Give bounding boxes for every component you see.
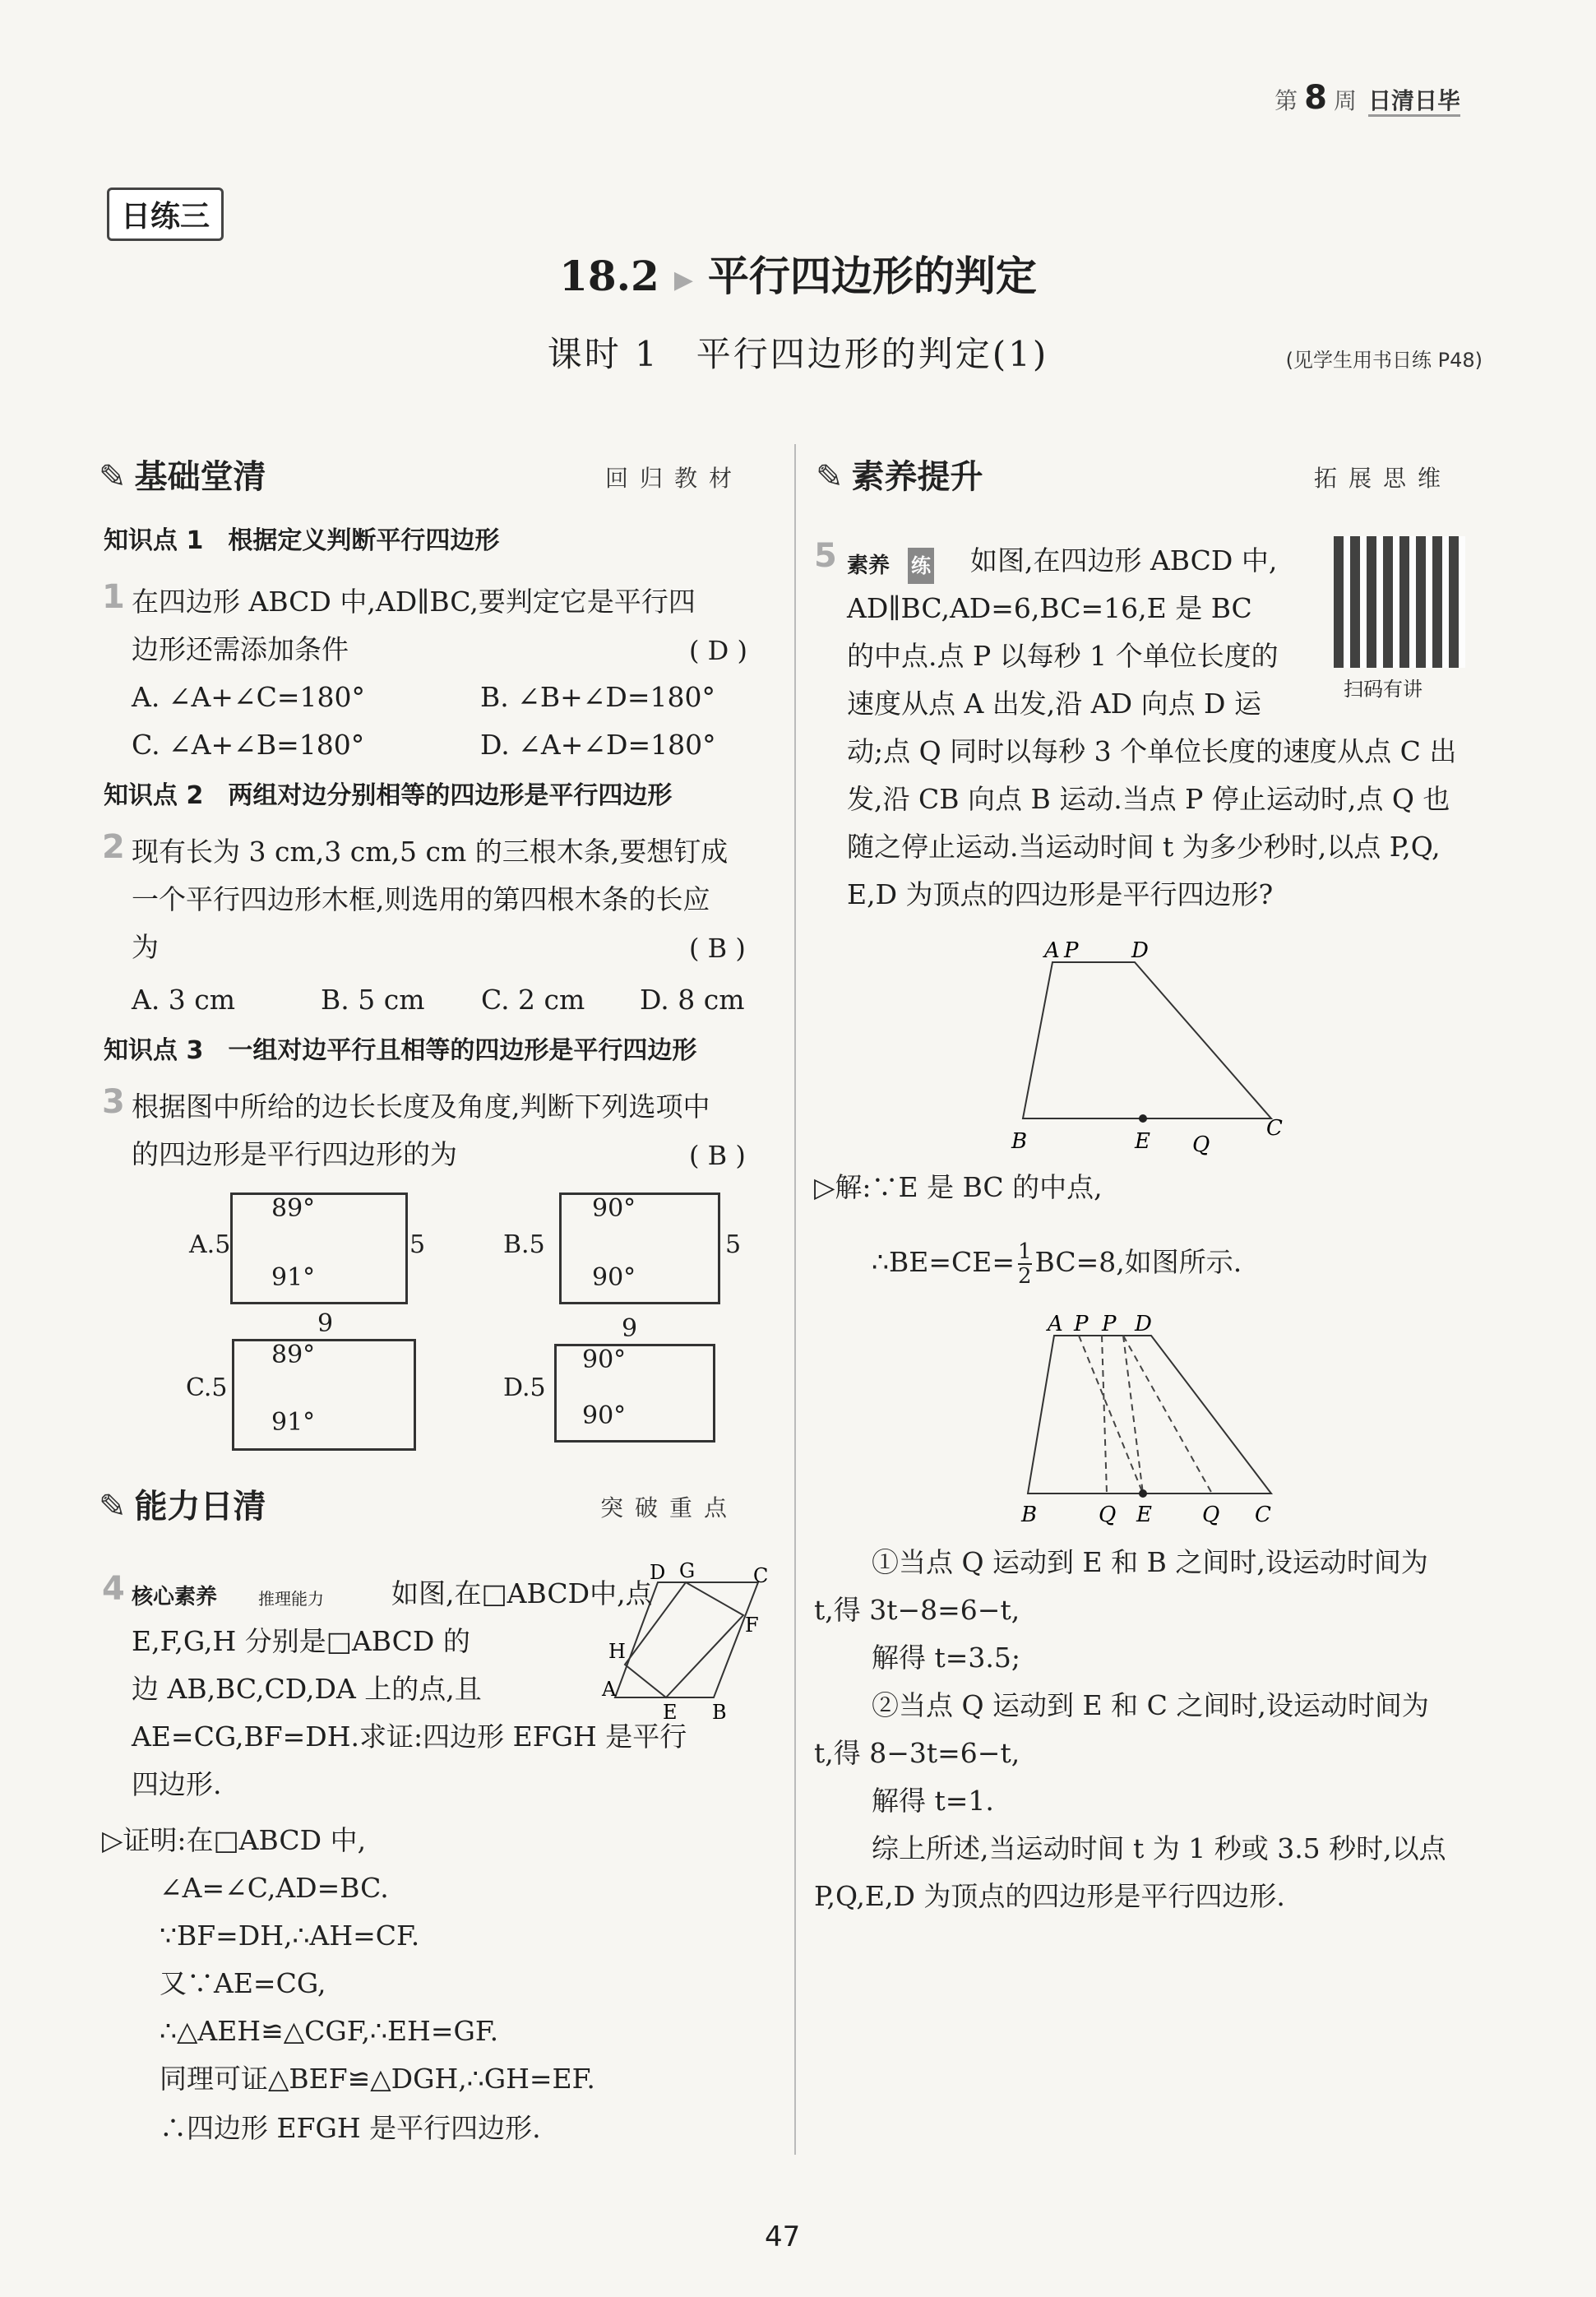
step-line-5: t,得 8−3t=6−t, (814, 1737, 1020, 1769)
section-ability-tag: 突破重点 (600, 1494, 739, 1521)
section-title (0, 243, 1596, 303)
question-5-number: 5 (814, 537, 837, 575)
fig-d-label (503, 1373, 546, 1402)
q5-fig2-label-q1: Q (1099, 1503, 1117, 1527)
q2-option-c: C. 2 cm (481, 984, 585, 1016)
section-basic (99, 451, 266, 498)
brand-label: 日清日毕 (1368, 87, 1460, 117)
question-5-badge: 素养 (847, 553, 891, 578)
question-3-number: 3 (102, 1083, 125, 1121)
figure-c-rectangle (232, 1339, 416, 1451)
q5-fig2-label-d: D (1135, 1312, 1152, 1336)
solution-equation-start: ∴BE=CE= (872, 1246, 1015, 1278)
fig-b-right-length: 5 (725, 1230, 742, 1259)
q2-option-b: B. 5 cm (321, 984, 425, 1016)
question-5-badge-practice: 练 (908, 548, 934, 584)
page-number: 47 (765, 2221, 801, 2253)
fig-d-left-length: 5 (530, 1373, 546, 1402)
q5-fig1-point-e (1139, 1114, 1147, 1123)
q2-option-d: D. 8 cm (640, 984, 745, 1016)
knowledge-point-1: 知识点 1 根据定义判断平行四边形 (104, 526, 500, 555)
fig-c-left-length: 5 (211, 1373, 228, 1402)
q5-fig2-label-p1: P (1074, 1312, 1089, 1336)
q5-fig2-dash-4 (1123, 1336, 1212, 1494)
proof-line-3: ∵BF=DH,∴AH=CF. (160, 1920, 420, 1952)
fig-a-right-length: 5 (409, 1230, 426, 1259)
q4-label-h: H (608, 1640, 626, 1663)
pen-icon: ✎ (99, 458, 127, 496)
proof-line-6: 同理可证△BEF≌△DGH,∴GH=EF. (160, 2063, 595, 2095)
question-3-line1: 根据图中所给的边长长度及角度,判断下列选项中 (132, 1091, 710, 1123)
q5-line-8: E,D 为顶点的四边形是平行四边形? (847, 878, 1274, 910)
question-4-line2: E,F,G,H 分别是□ABCD 的 (132, 1625, 470, 1657)
q5-fig1-label-b: B (1011, 1129, 1028, 1154)
fig-a-angle-bottom: 91° (271, 1263, 316, 1292)
step-line-3: 解得 t=3.5; (872, 1642, 1021, 1674)
question-3-line2: 的四边形是平行四边形的为 (132, 1138, 457, 1170)
pen-icon: ✎ (99, 1488, 127, 1526)
daily-practice-tag: 日练三 (107, 188, 224, 241)
question-4-line1: 如图,在□ABCD中,点 (391, 1577, 653, 1609)
q4-label-b: B (712, 1701, 727, 1724)
q5-fig1-trapezoid (1023, 962, 1271, 1118)
q2-option-a: A. 3 cm (132, 984, 236, 1016)
q4-label-g: G (679, 1559, 696, 1582)
qr-caption: 扫码有讲 (1344, 678, 1423, 701)
week-prefix: 第 (1274, 87, 1298, 114)
q5-fig1-label-q: Q (1192, 1132, 1210, 1157)
q4-parallelogram-figure (543, 1559, 773, 1724)
q5-line-7: 随之停止运动.当运动时间 t 为多少秒时,以点 P,Q, (847, 831, 1441, 863)
question-2-line3: 为 (132, 931, 159, 963)
fig-d-angle-top: 90° (582, 1345, 627, 1374)
column-divider (794, 444, 796, 2155)
q1-option-d: D. ∠A+∠D=180° (480, 729, 716, 761)
figure-b-rectangle (559, 1192, 720, 1304)
q5-line-2: AD∥BC,AD=6,BC=16,E 是 BC (847, 592, 1252, 624)
q5-fig2-dash-3 (1123, 1336, 1143, 1494)
q4-label-a: A (602, 1678, 617, 1701)
section-literacy-label: 素养提升 (851, 458, 983, 496)
fig-a-left-length: 5 (215, 1230, 231, 1259)
book-reference: (见学生用书日练 P48) (1285, 349, 1483, 372)
fig-a-label (189, 1230, 230, 1259)
solution-equation-end: BC=8,如图所示. (1034, 1246, 1242, 1278)
question-3-answer: ( B ) (689, 1140, 746, 1171)
q5-line-4: 速度从点 A 出发,沿 AD 向点 D 运 (847, 688, 1262, 720)
q5-fig1-label-a: A (1044, 938, 1060, 963)
q5-fig2-label-a: A (1048, 1312, 1063, 1336)
solution-line-1: ▷解:∵E 是 BC 的中点, (814, 1171, 1103, 1203)
q5-fig1-label-c: C (1266, 1116, 1283, 1141)
q5-fig1-label-e: E (1135, 1129, 1150, 1154)
section-literacy-tag: 拓展思维 (1314, 465, 1453, 492)
figure-a-rectangle (230, 1192, 408, 1304)
proof-line-5: ∴△AEH≌△CGF,∴EH=GF. (160, 2015, 499, 2047)
q4-parallelogram-abcd (615, 1582, 758, 1697)
question-4-line4: AE=CG,BF=DH.求证:四边形 EFGH 是平行 (132, 1720, 687, 1753)
fig-c-top-length: 9 (317, 1309, 334, 1338)
step-line-7: 综上所述,当运动时间 t 为 1 秒或 3.5 秒时,以点 (872, 1832, 1446, 1864)
fig-a-angle-top: 89° (271, 1194, 316, 1223)
question-4-line3: 边 AB,BC,CD,DA 上的点,且 (132, 1673, 482, 1705)
step-line-6: 解得 t=1. (872, 1785, 994, 1817)
fig-c-option: C. (186, 1373, 212, 1402)
q5-figure-1 (1011, 929, 1291, 1168)
week-header (1274, 79, 1460, 117)
fig-d-angle-bottom: 90° (582, 1401, 627, 1430)
q5-figure-2 (1011, 1303, 1291, 1525)
q4-label-f: F (745, 1614, 759, 1637)
fig-a-option: A. (189, 1230, 215, 1259)
fig-c-angle-top: 89° (271, 1341, 316, 1369)
question-1-answer: ( D ) (689, 635, 747, 666)
section-number: 18.2 (559, 252, 659, 300)
question-2-line1: 现有长为 3 cm,3 cm,5 cm 的三根木条,要想钉成 (132, 836, 729, 868)
week-number: 8 (1304, 79, 1327, 117)
q5-line-5: 动;点 Q 同时以每秒 3 个单位长度的速度从点 C 出 (847, 735, 1457, 767)
q5-fig2-point-e (1139, 1489, 1147, 1498)
arrow-icon: ▶ (673, 265, 693, 294)
q5-fig2-dash-2 (1102, 1336, 1107, 1494)
q5-fig2-label-b: B (1021, 1503, 1038, 1527)
step-line-1: ①当点 Q 运动到 E 和 B 之间时,设运动时间为 (872, 1546, 1428, 1578)
proof-line-4: 又∵AE=CG, (160, 1967, 326, 1999)
solution-line-2 (872, 1240, 1242, 1288)
question-2-number: 2 (102, 828, 125, 866)
fig-b-option: B. (503, 1230, 530, 1259)
question-1-line1: 在四边形 ABCD 中,AD∥BC,要判定它是平行四 (132, 586, 696, 618)
fig-b-left-length: 5 (529, 1230, 545, 1259)
question-1-line2: 边形还需添加条件 (132, 633, 349, 665)
q4-label-d: D (650, 1561, 666, 1584)
fig-b-angle-bottom: 90° (592, 1263, 636, 1292)
q5-line-3: 的中点.点 P 以每秒 1 个单位长度的 (847, 640, 1279, 672)
q5-line-1: 如图,在四边形 ABCD 中, (970, 544, 1278, 577)
fig-b-label (503, 1230, 545, 1259)
proof-line-2: ∠A=∠C,AD=BC. (160, 1872, 389, 1904)
section-title-text: 平行四边形的判定 (707, 252, 1037, 300)
q4-quadrilateral-efgh (625, 1582, 743, 1697)
figure-d-rectangle (554, 1344, 715, 1443)
question-1-number: 1 (102, 578, 125, 616)
qr-code-icon[interactable] (1334, 536, 1465, 668)
step-line-8: P,Q,E,D 为顶点的四边形是平行四边形. (814, 1880, 1285, 1912)
question-2-line2: 一个平行四边形木框,则选用的第四根木条的长应 (132, 883, 710, 915)
question-4-number: 4 (102, 1570, 125, 1608)
q5-fig2-dash-1 (1079, 1336, 1143, 1494)
q5-fig2-trapezoid (1028, 1336, 1271, 1494)
fig-d-top-length: 9 (622, 1314, 638, 1343)
q5-fig2-label-e: E (1136, 1503, 1152, 1527)
knowledge-point-3: 知识点 3 一组对边平行且相等的四边形是平行四边形 (104, 1036, 697, 1065)
q5-fig2-label-q2: Q (1202, 1503, 1220, 1527)
q5-fig1-label-d: D (1131, 938, 1149, 963)
step-line-2: t,得 3t−8=6−t, (814, 1594, 1020, 1626)
step-line-4: ②当点 Q 运动到 E 和 C 之间时,设运动时间为 (872, 1689, 1429, 1721)
section-basic-label: 基础堂清 (134, 458, 266, 496)
q1-option-c: C. ∠A+∠B=180° (132, 729, 365, 761)
fig-b-angle-top: 90° (592, 1194, 636, 1223)
q4-label-c: C (753, 1564, 769, 1587)
q5-fig2-label-p2: P (1102, 1312, 1117, 1336)
pen-icon: ✎ (816, 458, 844, 496)
lesson-subtitle: 课时 1 平行四边形的判定(1) (547, 334, 1049, 374)
question-2-answer: ( B ) (689, 933, 746, 964)
q5-line-6: 发,沿 CB 向点 B 运动.当点 P 停止运动时,点 Q 也 (847, 783, 1450, 815)
proof-line-1: ▷证明:在□ABCD 中, (102, 1824, 367, 1856)
q1-option-b: B. ∠B+∠D=180° (480, 681, 716, 713)
proof-line-7: ∴四边形 EFGH 是平行四边形. (160, 2112, 541, 2144)
fig-d-option: D. (503, 1373, 530, 1402)
q5-fig1-label-p: P (1064, 938, 1079, 963)
fig-c-label (186, 1373, 228, 1402)
question-4-line5: 四边形. (132, 1768, 222, 1800)
section-ability (99, 1480, 266, 1527)
fig-c-angle-bottom: 91° (271, 1408, 316, 1437)
knowledge-point-2: 知识点 2 两组对边分别相等的四边形是平行四边形 (104, 781, 673, 810)
section-literacy (816, 451, 983, 498)
fraction-denominator: 2 (1017, 1264, 1032, 1289)
question-4-skill: 推理能力 (258, 1589, 324, 1609)
section-ability-label: 能力日清 (134, 1488, 266, 1526)
fraction-one-half (1018, 1240, 1032, 1288)
section-basic-tag: 回归教材 (605, 465, 744, 492)
week-suffix: 周 (1333, 87, 1357, 114)
question-4-badge: 核心素养 (132, 1585, 218, 1609)
q1-option-a: A. ∠A+∠C=180° (132, 681, 365, 713)
fraction-numerator: 1 (1017, 1239, 1032, 1264)
q4-label-e: E (663, 1701, 678, 1724)
q5-fig2-label-c: C (1255, 1503, 1271, 1527)
